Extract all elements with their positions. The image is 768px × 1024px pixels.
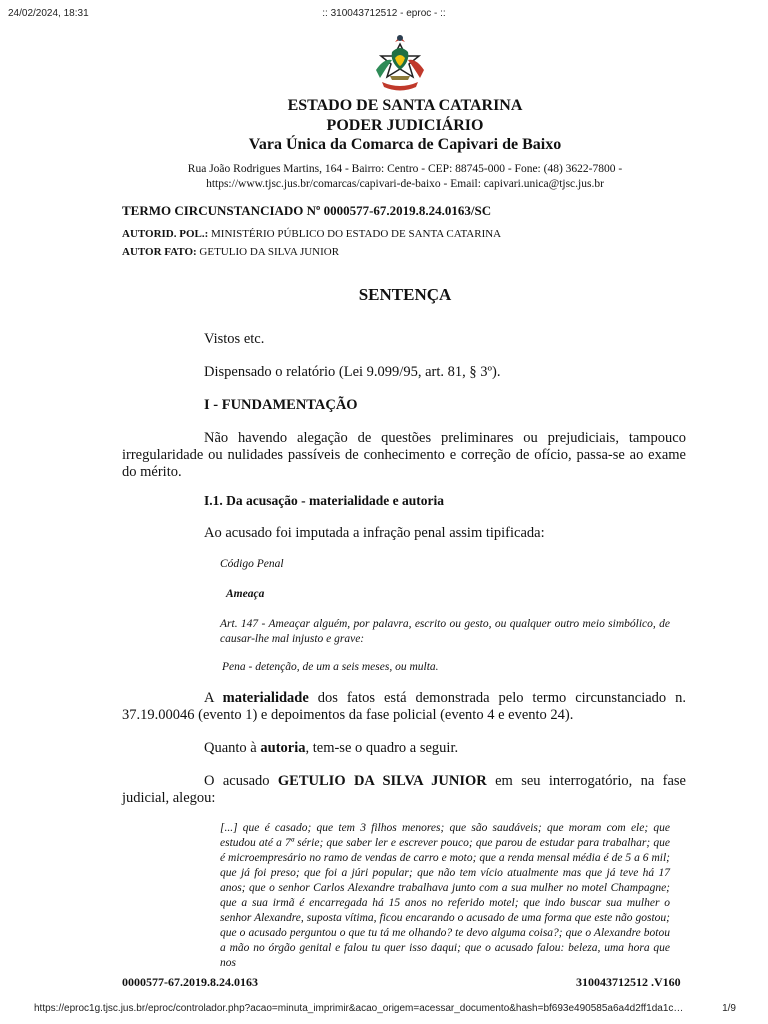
text: em seu interrogatório, na fase judicial, alegou:: [122, 773, 686, 806]
print-page-title: :: 310043712512 - eproc - ::: [322, 8, 446, 19]
term-materialidade: materialidade: [222, 690, 309, 706]
footer-case-number: 0000577-67.2019.8.24.0163: [122, 975, 258, 989]
case-number: TERMO CIRCUNSTANCIADO Nº 0000577-67.2019.8.24.0163/SC: [122, 203, 492, 218]
party-autoridade: [122, 228, 501, 240]
browser-print-footer: [0, 1003, 768, 1017]
party-value: GETULIO DA SILVA JUNIOR: [199, 246, 340, 258]
party-label: AUTORID. POL.:: [122, 228, 209, 240]
text: Quanto à: [204, 740, 261, 756]
state-coat-of-arms-icon: [370, 30, 430, 96]
footer-document-id: 310043712512 .V160: [576, 975, 681, 989]
address-line-2: https://www.tjsc.jus.br/comarcas/capivari-de-baixo - Email: capivari.unica@tjsc.jus.br: [206, 178, 604, 190]
quote-codigo-penal: Código Penal: [220, 558, 284, 570]
paragraph-fundamentacao: Não havendo alegação de questões preliminares ou prejudiciais, tampouco irregularidade ou nulidades passíveis de conhecimento e correção de ofício, passa-se ao exame do mérito.: [122, 430, 686, 480]
defendant-name: GETULIO DA SILVA JUNIOR: [277, 773, 487, 789]
print-page-number: 1/9: [722, 1003, 736, 1014]
paragraph-autoria: [204, 740, 458, 757]
paragraph-dispensado: Dispensado o relatório (Lei 9.099/95, art. 81, § 3º).: [204, 364, 501, 380]
party-label: AUTOR FATO:: [122, 246, 197, 258]
quote-pena: Pena - detenção, de um a seis meses, ou multa.: [222, 661, 439, 673]
court-state: ESTADO DE SANTA CATARINA: [287, 97, 523, 114]
paragraph-acusado: [122, 773, 686, 807]
text: dos fatos está demonstrada pelo termo circunstanciado n. 37.19.00046 (evento 1) e depoimentos da fase policial (evento 4 e evento 24).: [122, 690, 687, 723]
party-value: MINISTÉRIO PÚBLICO DO ESTADO DE SANTA CATARINA: [211, 228, 502, 240]
paragraph-vistos: Vistos etc.: [204, 331, 265, 347]
address-line-1: Rua João Rodrigues Martins, 164 - Bairro: Centro - CEP: 88745-000 - Fone: (48) 3622-7800 -: [187, 163, 623, 175]
court-name: Vara Única da Comarca de Capivari de Baixo: [248, 136, 562, 153]
party-autor-fato: [122, 246, 339, 258]
paragraph-imputada: Ao acusado foi imputada a infração penal assim tipificada:: [204, 525, 545, 541]
text: O acusado: [204, 773, 278, 789]
subsection-heading-acusacao: I.1. Da acusação - materialidade e autoria: [204, 493, 444, 508]
section-heading-fundamentacao: I - FUNDAMENTAÇÃO: [204, 397, 358, 413]
quote-testimony: [...] que é casado; que tem 3 filhos menores; que são saudáveis; que moram com ele; que estudou até a 7ª série; que saber ler e escrever pouco; que parou de estudar para trabalhar; que é microempresário no ramo de vendas de carro e moto; que a renda mensal média é de 5 a 6 mil; que já foi preso; que foi a júri popular; que não tem vício atualmente mas que já teve há 17 anos; que o senhor Carlos Alexandre trabalhava junto com a sua mulher no motel Champagne; que a sua irmã é encarregada há 15 anos no referido motel; que indo buscar sua mulher o senhor Alexandre, suposta vítima, ficou encarando o acusado de uma forma que este não gostou; que o acusado perguntou o que tu tá me olhando? te devo alguma coisa?; que o Alexandre botou a mão no órgão genital e falou tu quer isso daqui; que o acusado falou: beleza, uma hora que nos: [220, 822, 670, 969]
print-datetime: 24/02/2024, 18:31: [8, 8, 89, 19]
quote-ameaca: Ameaça: [226, 588, 265, 600]
court-branch: PODER JUDICIÁRIO: [326, 117, 484, 134]
text: A: [204, 690, 223, 706]
text: , tem-se o quadro a seguir.: [305, 740, 459, 756]
term-autoria: autoria: [260, 740, 306, 756]
print-url: https://eproc1g.tjsc.jus.br/eproc/controlador.php?acao=minuta_imprimir&acao_origem=acessar_documento&hash=bf693e490585a6a4d2ff1da1c…: [34, 1003, 684, 1014]
paragraph-materialidade: [122, 690, 686, 724]
court-address: [0, 162, 768, 192]
document-title: SENTENÇA: [358, 285, 452, 304]
quote-art147: Art. 147 - Ameaçar alguém, por palavra, escrito ou gesto, ou qualquer outro meio simbólico, de causar-lhe mal injusto e grave:: [220, 618, 670, 645]
